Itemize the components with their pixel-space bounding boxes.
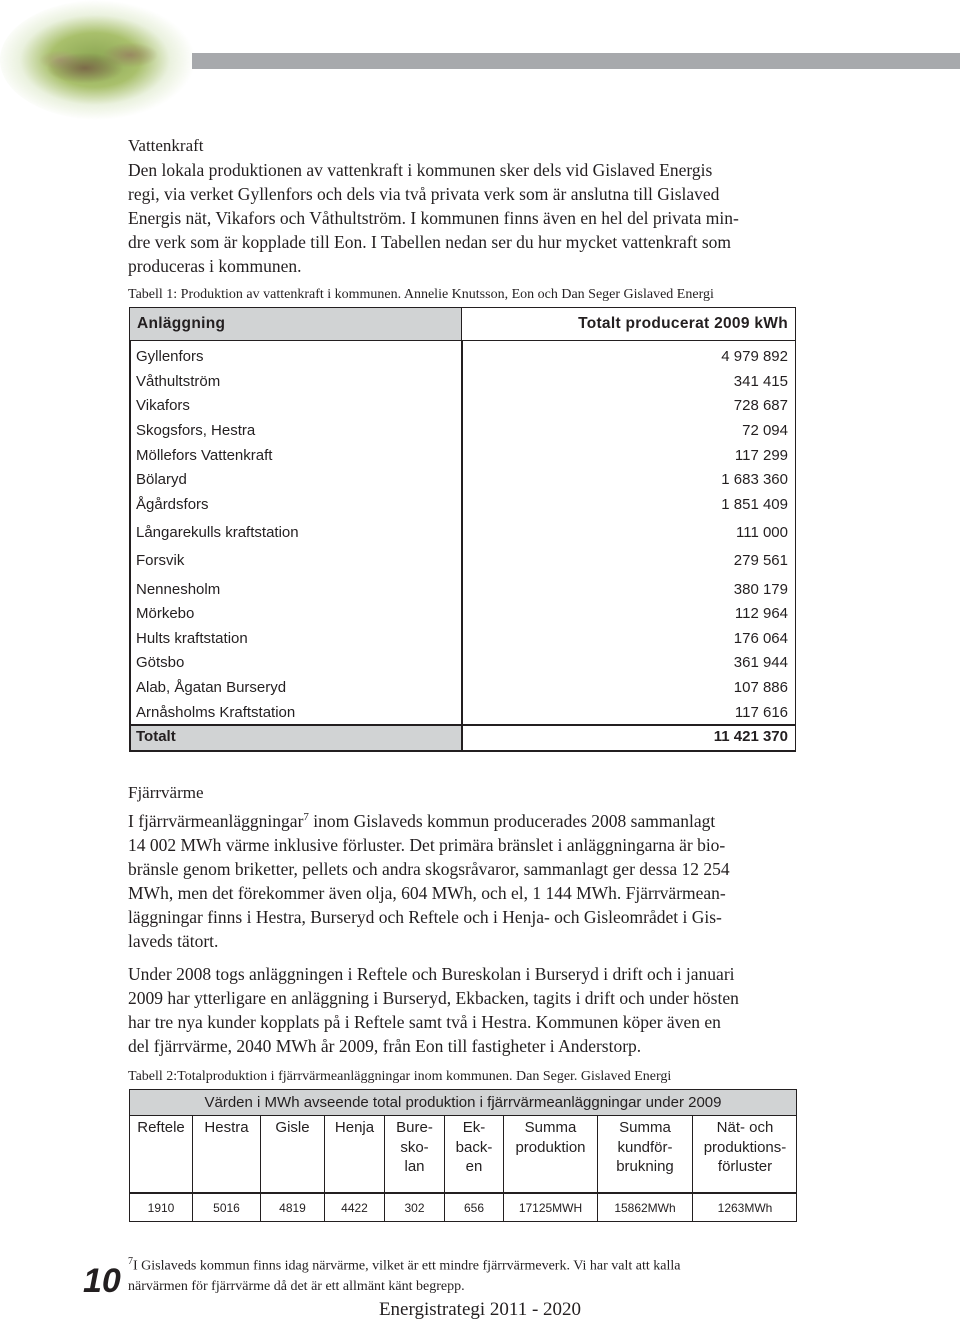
table1-row-name: Gyllenfors [136,348,204,365]
hydro-paragraph-line: produceras i kommunen. [128,256,302,276]
table1-row-value: 728 687 [733,397,788,414]
heat-paragraph-line: MWh, men det förekommer även olja, 604 MWh, och el, 1 144 MWh. Fjärrvärmean- [128,882,726,903]
table2-header-cell: Nät- och produktions- förluster [692,1116,797,1193]
table1-total-value: 11 421 370 [713,728,788,745]
heat-paragraph-1 [128,805,800,953]
table1-row-name: Skogsfors, Hestra [136,422,256,439]
table2-header-cell: Summa produktion [503,1116,597,1193]
page-number: 10 [83,1262,121,1300]
table1-row-value: 361 944 [733,654,788,671]
table2-value-cell: 1263MWh [692,1193,797,1222]
heat-paragraph-line: laveds tätort. [128,930,219,951]
hydro-paragraph-line: Den lokala produktionen av vattenkraft i kommunen sker dels vid Gislaved Energis [128,160,713,180]
table2-header-cell: Ek- back- en [444,1116,503,1193]
table1-row-value: 117 616 [734,704,788,721]
table1-row-value: 1 683 360 [721,471,788,488]
table1-caption: Tabell 1: Produktion av vattenkraft i kommunen. Annelie Knutsson, Eon och Dan Seger Gislaved Energi [128,287,714,302]
table1-row-name: Bölaryd [136,471,187,488]
table1-row-name: Möllefors Vattenkraft [136,447,273,464]
table1-row-value: 117 299 [734,447,788,464]
hydro-paragraph-line: regi, via verket Gyllenfors och dels via två privata verk som är anslutna till Gislaved [128,184,720,204]
table2-banner: Värden i MWh avseende total produktion i fjärrvärmeanläggningar under 2009 [129,1089,797,1116]
heat-paragraph-line: I fjärrvärmeanläggningar$^7$ inom Gislaveds kommun producerades 2008 sammanlagt [128,810,716,831]
heat-paragraph-line: läggningar finns i Hestra, Burseryd och Reftele och i Henja- och Gisleområdet i Gis- [128,906,722,927]
table1-row-value: 380 179 [733,581,788,598]
table1-row-name: Arnåsholms Kraftstation [136,704,296,721]
table1-row-value: 1 851 409 [721,496,788,513]
heat-paragraph-line: 2009 har ytterligare en anläggning i Burseryd, Ekbacken, tagits i drift och under hösten [128,988,739,1008]
table2-header-cell: Hestra [192,1116,260,1193]
table1-row-name: Forsvik [136,552,185,569]
table-heat-production [129,1089,797,1222]
hydro-paragraph-line: dre verk som är kopplade till Eon. I Tabellen nedan ser du hur mycket vattenkraft som [128,232,731,252]
header-bar [192,53,960,69]
footnote-line-1: I Gislaveds kommun finns idag närvärme, vilket är ett mindre fjärrvärmeverk. Vi har valt att kalla [133,1258,681,1274]
table2-header-cell: Bure- sko- lan [384,1116,444,1193]
footnote-marker: 7 [128,1256,133,1267]
footnote-line-2: närvärmen för fjärrvärme då det är ett allmänt känt begrepp. [128,1278,465,1294]
heat-paragraph-line: Under 2008 togs anläggningen i Reftele och Bureskolan i Burseryd i drift och i januari [128,964,735,984]
table2-value-cell: 4422 [324,1193,384,1222]
table1-row-name: Våthultström [136,373,221,390]
table1-row-name: Götsbo [136,654,185,671]
table2-header-cell: Summa kundför- brukning [597,1116,692,1193]
hydro-paragraph-line: Energis nät, Vikafors och Våthultström. I kommunen finns även en hel del privata min- [128,208,739,228]
heat-paragraph-line: har tre nya kunder kopplats på i Reftele samt två i Hestra. Kommunen köper även en [128,1012,721,1032]
table1-total-label: Totalt [136,728,176,745]
table1-row-value: 72 094 [742,422,788,439]
table1-row-name: Vikafors [136,397,190,414]
table2-value-cell: 15862MWh [597,1193,692,1222]
table1-header-total: Totalt producerat 2009 kWh [461,307,796,341]
table1-header-plant: Anläggning [129,307,462,341]
table2-value-cell: 5016 [192,1193,260,1222]
hydro-paragraph [128,158,800,278]
table2-header-cell: Henja [324,1116,384,1193]
heat-paragraph-line: del fjärrvärme, 2040 MWh år 2009, från Eon till fastigheter i Anderstorp. [128,1036,642,1056]
table1-row-name: Ågårdsfors [136,496,209,513]
table1-row-name: Hults kraftstation [136,630,248,647]
table2-value-cell: 302 [384,1193,444,1222]
footnote-ref: 7 [303,811,309,823]
table-hydro-production [129,307,796,751]
heat-paragraph-line: 14 002 MWh värme inklusive förluster. Det primära bränslet i anläggningarna är bio- [128,834,726,855]
heat-paragraph-2 [128,962,800,1058]
section-heading-hydro: Vattenkraft [128,136,204,155]
table2-value-cell: 17125MWH [503,1193,597,1222]
table1-row-value: 111 000 [736,524,788,541]
table2-caption: Tabell 2:Totalproduktion i fjärrvärmeanläggningar inom kommunen. Dan Seger. Gislaved Energi [128,1069,672,1084]
table1-row-name: Alab, Ågatan Burseryd [136,679,287,696]
header-photo [0,0,200,120]
table1-row-value: 4 979 892 [721,348,788,365]
table2-header-cell: Gisle [260,1116,324,1193]
table2-value-cell: 4819 [260,1193,324,1222]
footer-title: Energistrategi 2011 - 2020 [378,1299,582,1320]
table1-row-value: 107 886 [733,679,788,696]
table1-row-name: Mörkebo [136,605,195,622]
footnote [128,1252,680,1297]
table1-row-value: 176 064 [733,630,788,647]
table2-header-cell: Reftele [129,1116,192,1193]
table2-value-cell: 656 [444,1193,503,1222]
table1-row-name: Långarekulls kraftstation [136,524,299,541]
table2-value-cell: 1910 [129,1193,192,1222]
section-heading-heat: Fjärrvärme [128,783,204,802]
heat-paragraph-line: bränsle genom briketter, pellets och andra skogsråvaror, sammanlagt ger dessa 12 254 [128,858,730,879]
table1-row-value: 112 964 [734,605,788,622]
table1-row-value: 279 561 [733,552,788,569]
table1-row-name: Nennesholm [136,581,221,598]
table1-row-value: 341 415 [733,373,788,390]
